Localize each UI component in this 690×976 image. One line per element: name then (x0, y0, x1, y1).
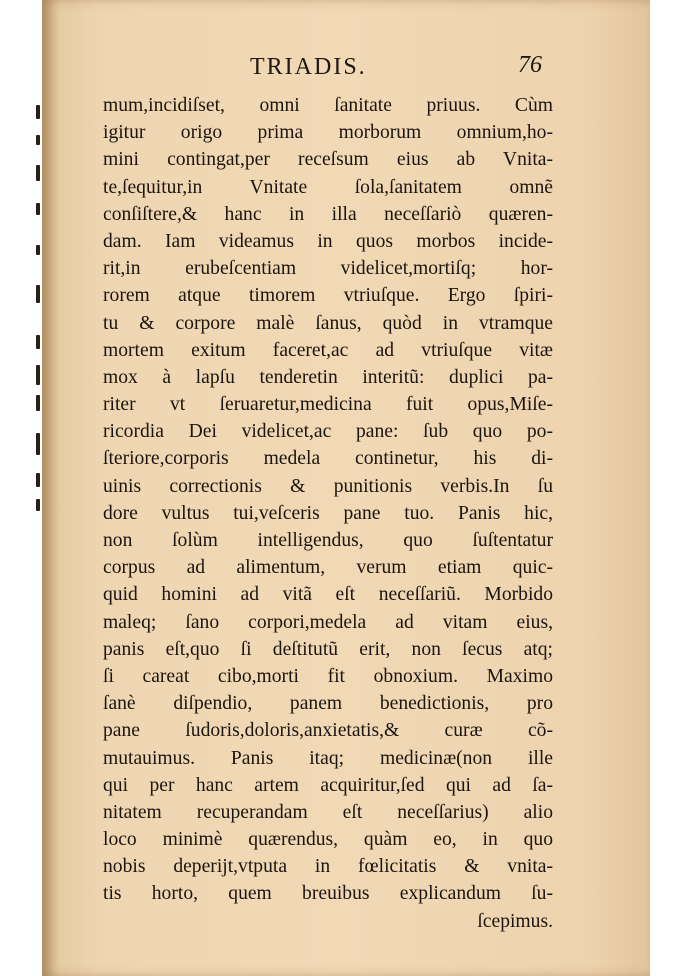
text-line: tis horto, quem breuibus explicandum ſu- (103, 883, 553, 905)
text-line: mutauimus. Panis itaq; medicinæ(non ille (103, 747, 553, 769)
text-line: tu & corpore malè ſanus, quòd in vtramque (103, 312, 553, 334)
text-line: quid homini ad vitã eſt neceſſariũ. Morbido (103, 584, 553, 606)
text-line: mini contingat,per receſsum eius ab Vnita- (103, 149, 553, 171)
text-line: maleq; ſano corpori,medela ad vitam eius, (103, 611, 553, 633)
text-line: dore vultus tui,veſceris pane tuo. Panis hic, (103, 502, 553, 524)
text-line: rorem atque timorem vtriuſque. Ergo ſpiri- (103, 285, 553, 307)
text-line: loco minimè quærendus, quàm eo, in quo (103, 829, 553, 851)
text-line: panis eſt,quo ſi deſtitutũ erit, non ſecus atq; (103, 638, 553, 660)
text-line: qui per hanc artem acquiritur,ſed qui ad ſa- (103, 774, 553, 796)
text-line: riter vt ſeruaretur,medicina fuit opus,Miſe- (103, 394, 553, 416)
text-line: corpus ad alimentum, verum etiam quic- (103, 557, 553, 579)
text-line: mox à lapſu tenderetin interitũ: duplici pa- (103, 366, 553, 388)
text-line: te,ſequitur,in Vnitate ſola,ſanitatem omnẽ (103, 176, 553, 198)
text-line: mortem exitum faceret,ac ad vtriuſque vitæ (103, 339, 553, 361)
page-number: 76 (518, 52, 542, 78)
text-line: dam. Iam videamus in quos morbos incide- (103, 230, 553, 252)
text-line: ſi careat cibo,morti fit obnoxium. Maximo (103, 665, 553, 687)
text-line: uinis correctionis & punitionis verbis.In ſu (103, 475, 553, 497)
text-line: conſiſtere,& hanc in illa neceſſariò quæren- (103, 203, 553, 225)
text-line: nitatem recuperandam eſt neceſſarius) alio (103, 801, 553, 823)
body-text (103, 92, 553, 935)
text-line: ricordia Dei videlicet,ac pane: ſub quo po- (103, 421, 553, 443)
text-line: non ſolùm intelligendus, quo ſuſtentatur (103, 530, 553, 551)
text-line: nobis deperijt,vtputa in fœlicitatis & vnita- (103, 856, 553, 878)
running-head: TRIADIS. (250, 54, 367, 80)
text-line: igitur origo prima morborum omnium,ho- (103, 122, 553, 144)
text-line: rit,in erubeſcentiam videlicet,mortiſq; hor- (103, 258, 553, 280)
text-line: ſteriore,corporis medela continetur, his di- (103, 448, 553, 470)
text-line: pane ſudoris,doloris,anxietatis,& curæ cõ- (103, 720, 553, 742)
text-line-final: ſcepimus. (477, 910, 553, 932)
text-line: ſanè diſpendio, panem benedictionis, pro (103, 693, 553, 715)
text-line: mum,incidiſset, omni ſanitate priuus. Cùm (103, 95, 553, 116)
